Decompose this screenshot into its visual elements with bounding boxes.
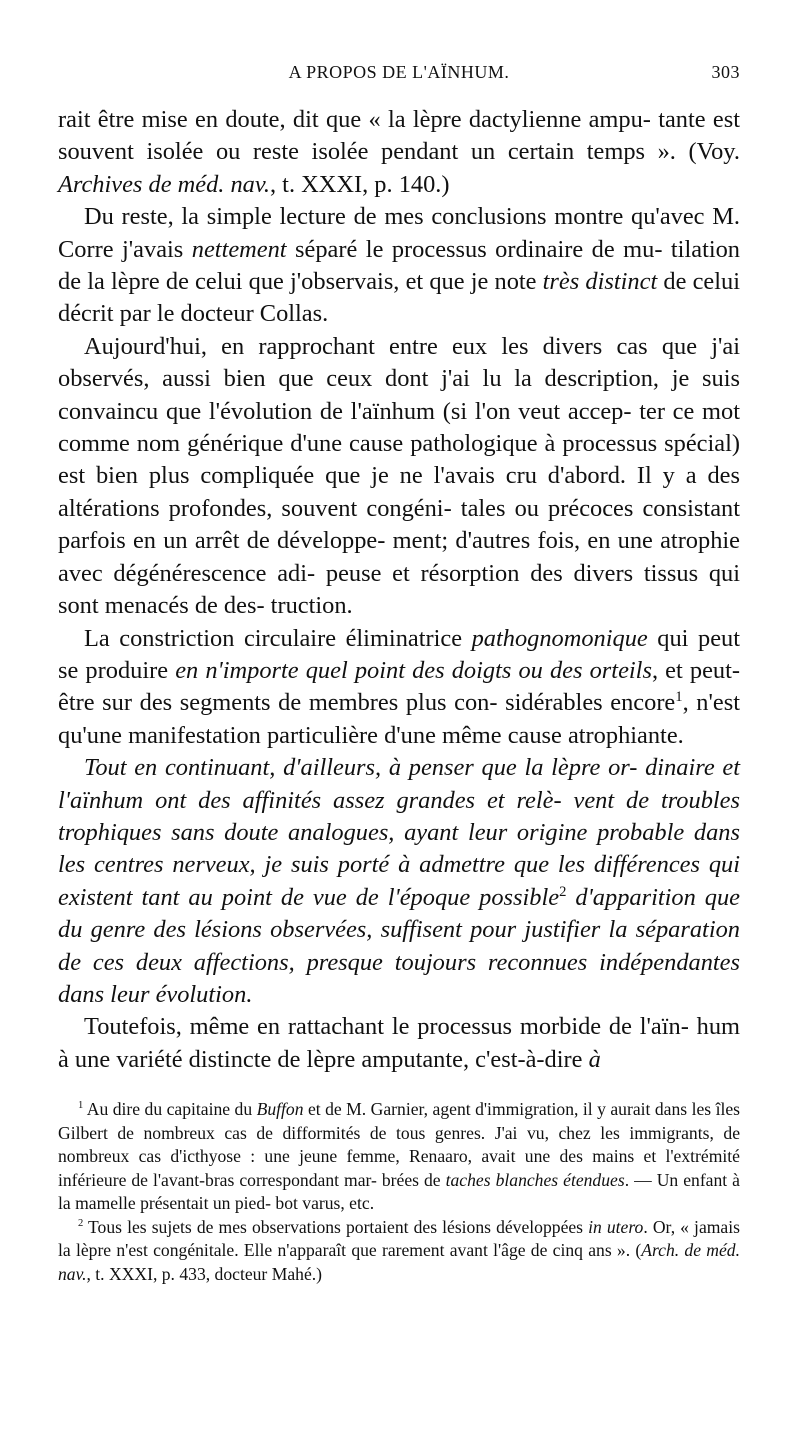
italic-text: pathognomonique	[471, 624, 648, 652]
running-head	[58, 62, 740, 92]
footnote	[58, 1216, 740, 1287]
text-run: , t. XXXI, p. 433, docteur Mahé.)	[86, 1263, 323, 1284]
text-run: rait être mise en doute, dit que « la lèpre dactylienne ampu- tante est souvent isolée ou reste isolée pendant un certain temps ». (Voy.	[58, 106, 740, 166]
text-run: . — Un enfant à la mamelle présentait un pied- bot varus, etc.	[58, 1169, 740, 1214]
paragraph	[58, 104, 740, 201]
text-run: Au dire du capitaine du	[83, 1099, 257, 1120]
body-text	[58, 104, 740, 1076]
italic-text: taches blanches étendues	[445, 1169, 625, 1190]
italic-text: Tout en continuant, d'ailleurs, à penser que la lèpre or- dinaire et l'aïnhum ont des affinités assez grandes et relè- vent de troubles trophiques sans doute analogues, ayant leur origine probable dans les centres nerveux, je suis porté à admettre que les différences qui existent tant au point de vue de l'époque possible	[58, 754, 740, 911]
running-title: A PROPOS DE L'AÏNHUM.	[288, 62, 510, 82]
text-run: , t. XXXI, p. 140.)	[269, 170, 450, 198]
footnotes	[58, 1098, 740, 1286]
paragraph	[58, 1011, 740, 1076]
text-run: Aujourd'hui, en rapprochant entre eux les divers cas que j'ai observés, aussi bien que ceux dont j'ai lu la description, je suis convaincu que l'évolution de l'aïnhum (si l'on veut accep- ter ce mot comme nom générique d'une cause pathologique à processus spécial) est bien plus compliquée que je ne l'avais cru d'abord. Il y a des altérations profondes, souvent congéni- tales ou précoces consistant parfois en un arrêt de développe- ment; d'autres fois, en une atrophie avec dégénérescence adi- peuse et résorption des divers tissus qui sont menacés de des- truction.	[58, 332, 740, 620]
text-run: , n'est qu'une manifestation particulière d'une même cause atrophiante.	[58, 689, 740, 749]
footnote-marker: 1	[78, 1100, 84, 1112]
text-run: . Or, « jamais la lèpre n'est congénitale. Elle n'apparaît que rarement avant l'âge de cinq ans ». (	[58, 1216, 740, 1261]
text-run: , et peut-être sur des segments de membres plus con- sidérables encore	[58, 656, 740, 717]
text-run: Du reste, la simple lecture de mes conclusions montre qu'avec M. Corre j'avais	[58, 203, 740, 263]
italic-text: in utero	[588, 1216, 644, 1237]
footnote	[58, 1098, 740, 1216]
text-run: séparé le processus ordinaire de mu- tilation de la lèpre de celui que j'observais, et que je note	[58, 235, 741, 296]
paragraph	[58, 331, 740, 623]
paragraph	[58, 623, 740, 753]
footnote-marker: 2	[559, 883, 567, 900]
book-page	[58, 62, 740, 1286]
text-run: Tous les sujets de mes observations portaient des lésions développées	[83, 1216, 589, 1237]
footnote-marker: 2	[78, 1217, 84, 1229]
italic-text: en n'importe quel point des doigts ou des orteils	[175, 656, 652, 684]
italic-text: Archives de méd. nav.	[58, 170, 270, 198]
italic-text: d'apparition que du genre des lésions observées, suffisent pour justifier la séparation de ces deux affections, presque toujours reconnues indépendantes dans leur évolution.	[58, 883, 740, 1008]
page-number: 303	[711, 62, 740, 82]
paragraph	[58, 752, 740, 1011]
paragraph	[58, 201, 740, 331]
italic-text: Arch. de méd. nav.	[58, 1240, 740, 1284]
text-run: de celui décrit par le docteur Collas.	[58, 268, 740, 328]
text-run: La constriction circulaire éliminatrice	[84, 624, 472, 652]
italic-text: très distinct	[542, 268, 658, 296]
text-run: et de M. Garnier, agent d'immigration, il y aurait dans les îles Gilbert de nombreux cas de difformités de tous genres. J'ai vu, chez les immigrants, de nombreux cas d'icthyose : une jeune femme, Renaaro, avait une des mains et l'extrémité inférieure de l'avant-bras correspondant mar- brées de	[58, 1099, 740, 1190]
italic-text: à	[588, 1045, 601, 1073]
footnote-marker: 1	[675, 689, 683, 706]
italic-text: nettement	[191, 235, 287, 263]
text-run: Toutefois, même en rattachant le processus morbide de l'aïn- hum à une variété distincte de lèpre amputante, c'est-à-dire	[58, 1013, 740, 1073]
italic-text: Buffon	[256, 1099, 304, 1120]
text-run: qui peut se produire	[58, 624, 740, 684]
